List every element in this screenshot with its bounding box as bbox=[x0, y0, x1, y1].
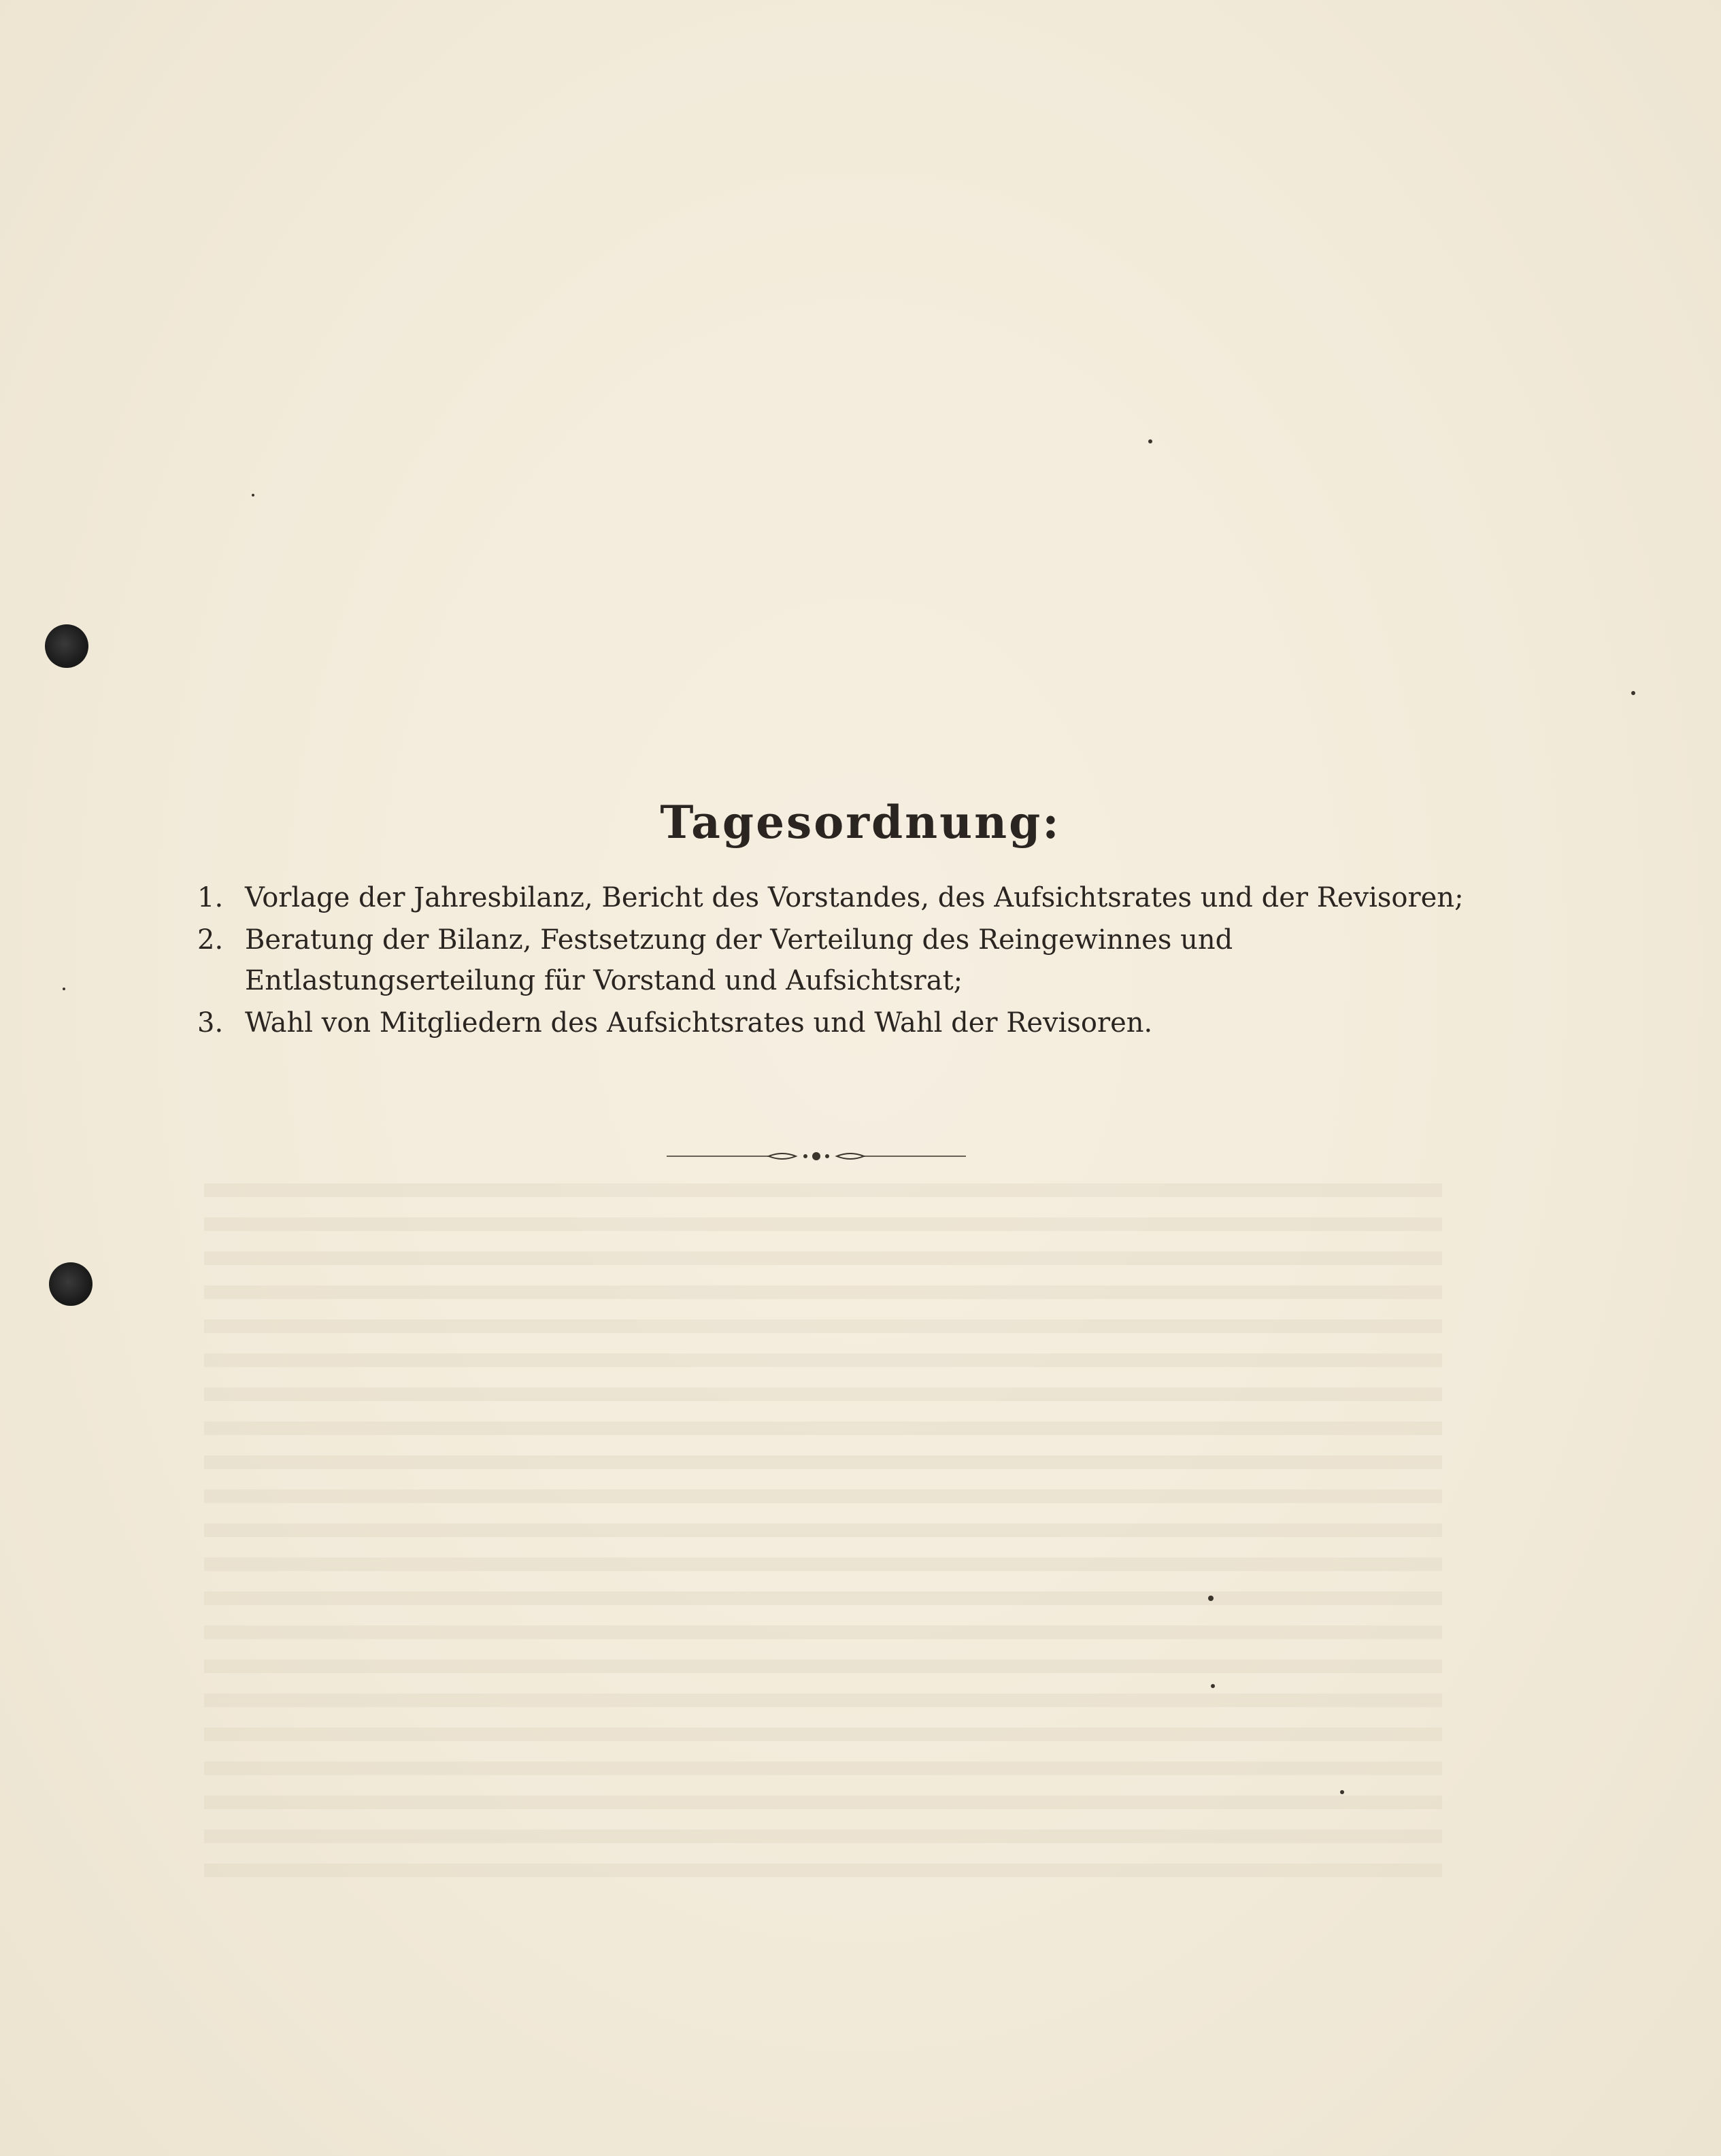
list-item bbox=[197, 1003, 1490, 1043]
bleed-through-text bbox=[204, 1183, 1442, 1891]
paper-speck bbox=[1211, 1684, 1215, 1688]
paper-speck bbox=[1631, 691, 1635, 695]
agenda-list bbox=[197, 877, 1490, 1045]
ornament-divider-icon bbox=[667, 1148, 966, 1164]
list-item bbox=[197, 877, 1490, 918]
paper-speck bbox=[63, 988, 65, 990]
paper-speck bbox=[1148, 439, 1152, 443]
item-text: Wahl von Mitgliedern des Aufsichtsrates und Wahl der Revisoren. bbox=[245, 1007, 1153, 1039]
list-item bbox=[197, 920, 1490, 1001]
paper-speck bbox=[1340, 1790, 1344, 1794]
punch-hole-icon bbox=[49, 1262, 93, 1306]
page-title: Tagesordnung: bbox=[660, 796, 1061, 849]
item-number: 3. bbox=[197, 1007, 224, 1039]
paper-speck bbox=[1208, 1596, 1214, 1601]
item-number: 1. bbox=[197, 882, 224, 913]
paper-speck bbox=[252, 494, 254, 496]
punch-hole-icon bbox=[45, 624, 88, 668]
item-text: Beratung der Bilanz, Festsetzung der Verteilung des Reingewinnes und Entlastungserteilung für Vorstand und Aufsichtsrat; bbox=[245, 924, 1233, 996]
item-text: Vorlage der Jahresbilanz, Bericht des Vorstandes, des Aufsichtsrates und der Revisoren; bbox=[245, 882, 1464, 913]
item-number: 2. bbox=[197, 924, 224, 956]
